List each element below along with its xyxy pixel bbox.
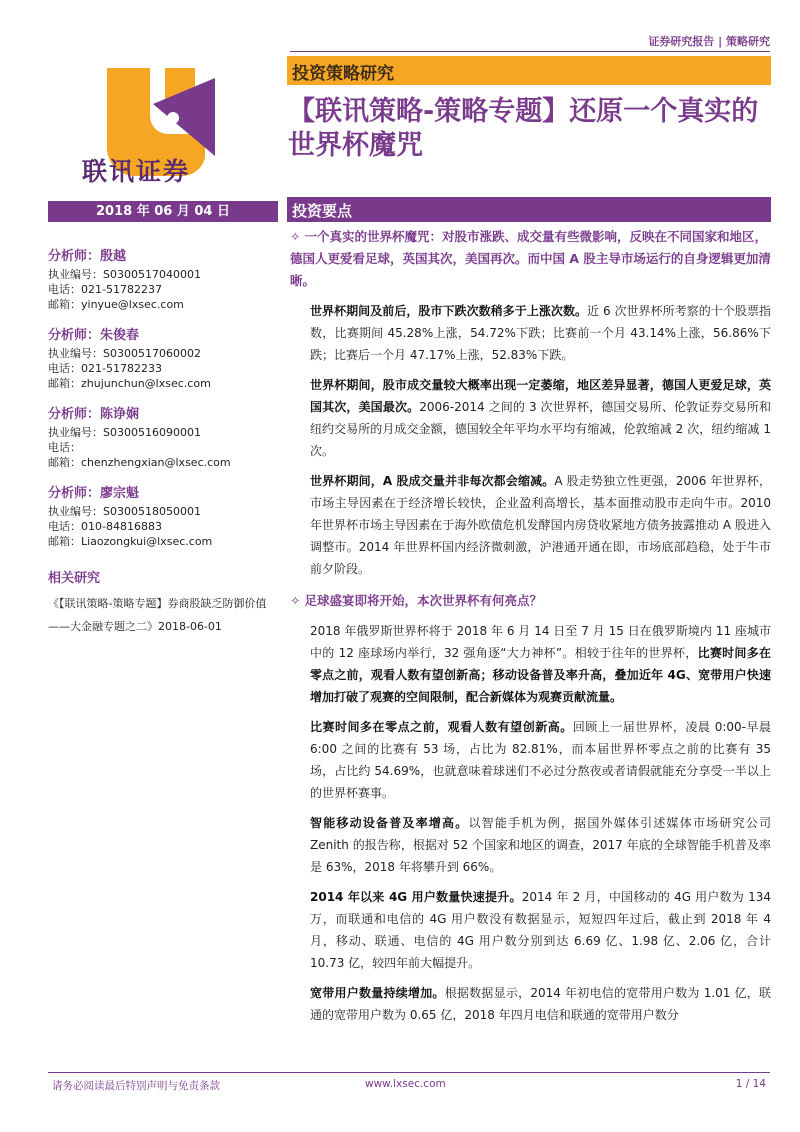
analyst-card (48, 324, 280, 391)
analyst-card (48, 482, 280, 549)
analyst-sidebar (48, 245, 280, 638)
footer-website-link[interactable]: www.lxsec.com (365, 1078, 446, 1090)
paragraph-lead: 世界杯期间，股市成交量较大概率出现一定萎缩，地区差异显著，德国人更爱足球，英国其次，美国最次。 (310, 378, 771, 414)
company-name: 联讯证券 (82, 157, 191, 186)
highlight-text: 足球盛宴即将开始，本次世界杯有何亮点？ (304, 593, 542, 608)
key-points-title: 投资要点 (292, 202, 353, 220)
analyst-card (48, 403, 280, 470)
paragraph-schedule (310, 716, 771, 804)
page-number: 1 / 14 (735, 1078, 766, 1090)
paragraph-broadband (310, 982, 771, 1026)
paragraph-lead: 2014 年以来 4G 用户数量快速提升。 (310, 890, 522, 904)
paragraph-smartphone (310, 812, 771, 878)
highlight-summary (290, 226, 771, 292)
paragraph-body: A 股走势独立性更强，2006 年世界杯，市场主导因素在于经济增长较快，企业盈利高增长，基本面推动股市走向牛市。2010 年世界杯市场主导因素在于海外欧债危机发酵国内房贷收紧地方债务披露推动 A 股进入调整市。2014 年世界杯国内经济微刺激，沪港通开通在即，市场底部趋稳，处于牛市前夕阶段。 (310, 474, 771, 576)
related-research-title: 相关研究 (48, 571, 101, 586)
paragraph-lead: 世界杯期间，A 股成交量并非每次都会缩减。 (310, 474, 555, 488)
footer-disclaimer[interactable]: 请务必阅读最后特别声明与免责条款 (52, 1080, 220, 1092)
analyst-phone: 电话：021-51782237 (48, 283, 162, 296)
header-divider (290, 51, 770, 52)
analyst-email[interactable]: 邮箱：yinyue@lxsec.com (48, 298, 184, 311)
paragraph-lead: 宽带用户数量持续增加。 (310, 986, 445, 1000)
highlight-text: 一个真实的世界杯魔咒：对股市涨跌、成交量有些微影响，反映在不同国家和地区，德国人更爱看足球，英国其次，美国再次。而中国 A 股主导市场运行的自身逻辑更加清晰。 (290, 229, 771, 288)
paragraph-body: 回顾上一届世界杯，凌晨 0:00-早晨 6:00 之间的比赛有 53 场，占比为 82.81%，而本届世界杯零点之前的比赛有 35 场，占比约 54.69%，也就意味着球迷们不必过分熬夜或者请假就能充分享受一半以上的世界杯赛事。 (310, 720, 771, 800)
analyst-email[interactable]: 邮箱：chenzhengxian@lxsec.com (48, 456, 231, 469)
paragraph-stock-moves (310, 300, 771, 366)
report-title: 【联讯策略-策略专题】还原一个真实的世界杯魔咒 (288, 96, 759, 161)
report-type-tag: 证券研究报告 | 策略研究 (648, 35, 770, 48)
paragraph-body: 近 6 次世界杯所考察的十个股票指数，比赛期间 45.28%上涨，54.72%下跌；比赛前一个月 43.14%上涨，56.86%下跌；比赛后一个月 47.17%上涨，52.83%下跌。 (310, 304, 771, 362)
paragraph-body: 根据数据显示，2014 年初电信的宽带用户数为 1.01 亿，联通的宽带用户数为 0.65 亿，2018 年四月电信和联通的宽带用户数分 (310, 986, 771, 1022)
diamond-bullet-icon: ✧ (290, 229, 301, 244)
paragraph-4g (310, 886, 771, 974)
analyst-license: 执业编号：S0300518050001 (48, 505, 201, 518)
paragraph-body: 2006-2014 之间的 3 次世界杯，德国交易所、伦敦证券交易所和纽约交易所的月成交金额，德国较全年平均水平均有缩减，伦敦缩减 2 次，纽约缩减 1 次。 (310, 400, 771, 458)
analyst-card (48, 245, 280, 312)
key-points-content (290, 226, 771, 1026)
paragraph-body: 以智能手机为例，据国外媒体引述媒体市场研究公司 Zenith 的报告称，根据对 52 个国家和地区的调查，2017 年底的全球智能手机普及率是 63%，2018 年将攀升到 66%。 (310, 816, 771, 874)
analyst-phone: 电话：010-84816883 (48, 520, 162, 533)
analyst-name: 分析师：陈诤娴 (48, 407, 140, 422)
paragraph-volume (310, 374, 771, 462)
report-date: 2018 年 06 月 04 日 (48, 201, 278, 222)
paragraph-intro (310, 620, 771, 708)
category-bar (287, 56, 771, 85)
paragraph-a-share (310, 470, 771, 580)
diamond-bullet-icon: ✧ (290, 593, 301, 608)
analyst-email[interactable]: 邮箱：zhujunchun@lxsec.com (48, 377, 211, 390)
paragraph-lead: 世界杯期间及前后，股市下跌次数稍多于上涨次数。 (310, 304, 588, 318)
paragraph-lead: 比赛时间多在零点之前，观看人数有望创新高。 (310, 720, 573, 734)
analyst-license: 执业编号：S0300516090001 (48, 426, 201, 439)
analyst-phone: 电话：021-51782233 (48, 362, 162, 375)
paragraph-emphasis: 比赛时间多在零点之前，观看人数有望创新高；移动设备普及率升高，叠加近年 4G、宽带用户快速增加打破了观赛的空间限制，配合新媒体为观赛贡献流量。 (310, 646, 771, 704)
related-research-link[interactable]: 《【联讯策略-策略专题】券商股缺乏防御价值——大金融专题之二》2018-06-01 (48, 597, 267, 633)
analyst-name: 分析师：殷越 (48, 249, 127, 264)
analyst-phone: 电话： (48, 441, 81, 454)
footer-divider (48, 1072, 770, 1073)
paragraph-lead: 智能移动设备普及率增高。 (310, 816, 469, 830)
paragraph-body: 2018 年俄罗斯世界杯将于 2018 年 6 月 14 日至 7 月 15 日在俄罗斯境内 11 座城市中的 12 座球场内举行，32 强角逐“大力神杯”。相较于往年的世界杯， (310, 624, 771, 660)
analyst-name: 分析师：朱俊春 (48, 328, 140, 343)
analyst-name: 分析师：廖宗魁 (48, 486, 140, 501)
highlight-worldcup (290, 590, 771, 612)
category-label: 投资策略研究 (292, 64, 394, 84)
analyst-license: 执业编号：S0300517060002 (48, 347, 201, 360)
paragraph-body: 2014 年 2 月，中国移动的 4G 用户数为 134 万，而联通和电信的 4G 用户数没有数据显示，短短四年过后，截止到 2018 年 4 月，移动、联通、电信的 4G 用户数分别到达 6.69 亿、1.98 亿、2.06 亿，合计 10.73 亿，较四年前大幅提升。 (310, 890, 771, 970)
analyst-email[interactable]: 邮箱：Liaozongkui@lxsec.com (48, 535, 213, 548)
key-points-bar (287, 197, 771, 222)
analyst-license: 执业编号：S0300517040001 (48, 268, 201, 281)
